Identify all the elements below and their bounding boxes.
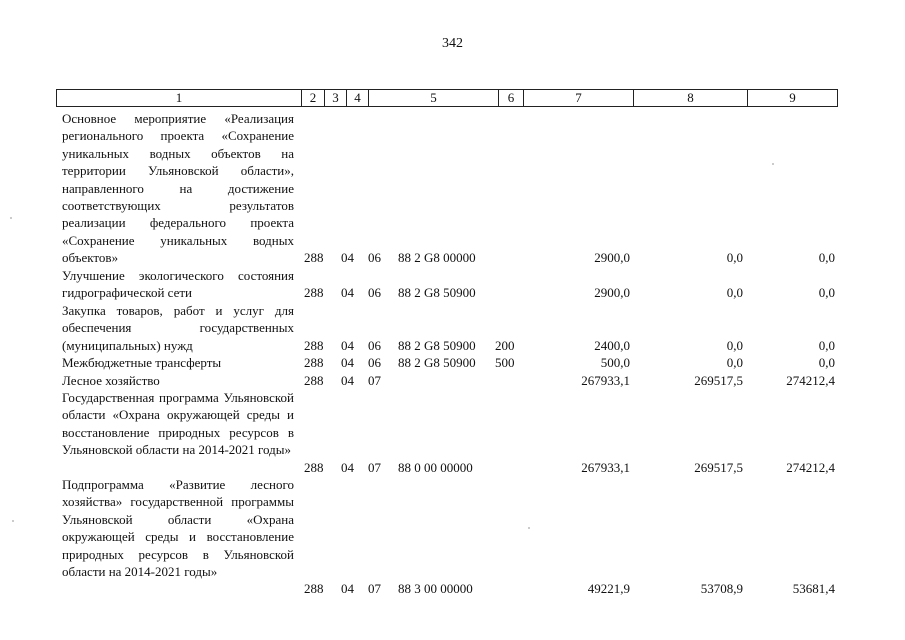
- row-y1: 2400,0: [594, 338, 630, 353]
- row-y1: 2900,0: [594, 285, 630, 300]
- page-number: 342: [442, 36, 463, 51]
- row-y3: 0,0: [818, 355, 835, 370]
- row-y3: 0,0: [818, 338, 835, 353]
- scan-speck: [10, 217, 12, 219]
- row-y1: 2900,0: [594, 250, 630, 265]
- row-y1: 267933,1: [581, 460, 630, 475]
- row-vr: 200: [495, 338, 515, 353]
- row-pr: 06: [368, 338, 381, 353]
- header-col-9: 9: [789, 90, 796, 105]
- row-rz: 04: [341, 355, 354, 370]
- row-y1: 267933,1: [581, 373, 630, 388]
- row-gr: 288: [304, 373, 324, 388]
- table-header: [56, 89, 838, 107]
- row-pr: 07: [368, 460, 381, 475]
- row-name: Закупка товаров, работ и услуг для обеспечения государственных (муниципальных) нужд: [62, 303, 294, 353]
- row-y2: 269517,5: [694, 373, 743, 388]
- row-y3: 274212,4: [786, 373, 835, 388]
- scan-speck: [12, 520, 14, 522]
- scan-speck: [528, 527, 530, 529]
- row-name: Подпрограмма «Развитие лесного хозяйства» государственной программы Ульяновской области «Охрана окружающей среды и восстановление природных ресурсов в Ульяновской области на 2014-2021 годы»: [62, 477, 294, 580]
- row-y2: 0,0: [726, 285, 743, 300]
- row-cs: 88 2 G8 50900: [398, 355, 476, 370]
- row-cs: 88 3 00 00000: [398, 581, 473, 596]
- header-col-6: 6: [499, 90, 524, 106]
- row-pr: 06: [368, 285, 381, 300]
- row-gr: 288: [304, 338, 324, 353]
- scan-speck: [772, 163, 774, 165]
- row-cs: 88 0 00 00000: [398, 460, 473, 475]
- row-vr: 500: [495, 355, 515, 370]
- row-y2: 0,0: [726, 338, 743, 353]
- row-gr: 288: [304, 581, 324, 596]
- row-name: Государственная программа Ульяновской области «Охрана окружающей среды и восстановление природных ресурсов в Ульяновской области на 2014-2021 годы»: [62, 390, 294, 458]
- row-name: Улучшение экологического состояния гидрографической сети: [62, 268, 294, 301]
- row-y2: 0,0: [726, 355, 743, 370]
- row-y3: 274212,4: [786, 460, 835, 475]
- row-name: Межбюджетные трансферты: [62, 355, 222, 370]
- row-gr: 288: [304, 285, 324, 300]
- row-pr: 07: [368, 581, 381, 596]
- row-y2: 269517,5: [694, 460, 743, 475]
- row-cs: 88 2 G8 50900: [398, 338, 476, 353]
- row-name: Основное мероприятие «Реализация регионального проекта «Сохранение уникальных водных объектов на территории Ульяновской области», направленного на достижение соответствующих результатов реализации федерального проекта «Сохранение уникальных водных объектов»: [62, 111, 294, 266]
- row-pr: 06: [368, 355, 381, 370]
- row-gr: 288: [304, 460, 324, 475]
- row-gr: 288: [304, 250, 324, 265]
- row-pr: 06: [368, 250, 381, 265]
- row-y3: 53681,4: [792, 581, 835, 596]
- row-gr: 288: [304, 355, 324, 370]
- header-col-4: 4: [347, 90, 369, 106]
- row-y3: 0,0: [818, 285, 835, 300]
- header-col-5: 5: [369, 90, 499, 106]
- row-cs: 88 2 G8 00000: [398, 250, 476, 265]
- row-cs: 88 2 G8 50900: [398, 285, 476, 300]
- row-rz: 04: [341, 285, 354, 300]
- row-y1: 500,0: [600, 355, 630, 370]
- header-col-3: 3: [325, 90, 347, 106]
- row-y3: 0,0: [818, 250, 835, 265]
- row-rz: 04: [341, 338, 354, 353]
- header-col-2: 2: [302, 90, 325, 106]
- header-col-1: 1: [57, 90, 302, 106]
- row-rz: 04: [341, 250, 354, 265]
- row-rz: 04: [341, 373, 354, 388]
- row-y1: 49221,9: [587, 581, 630, 596]
- row-y2: 0,0: [726, 250, 743, 265]
- header-col-7: 7: [524, 90, 634, 106]
- row-y2: 53708,9: [700, 581, 743, 596]
- row-rz: 04: [341, 581, 354, 596]
- row-name: Лесное хозяйство: [62, 373, 160, 388]
- row-pr: 07: [368, 373, 381, 388]
- header-col-8: 8: [634, 90, 748, 106]
- row-rz: 04: [341, 460, 354, 475]
